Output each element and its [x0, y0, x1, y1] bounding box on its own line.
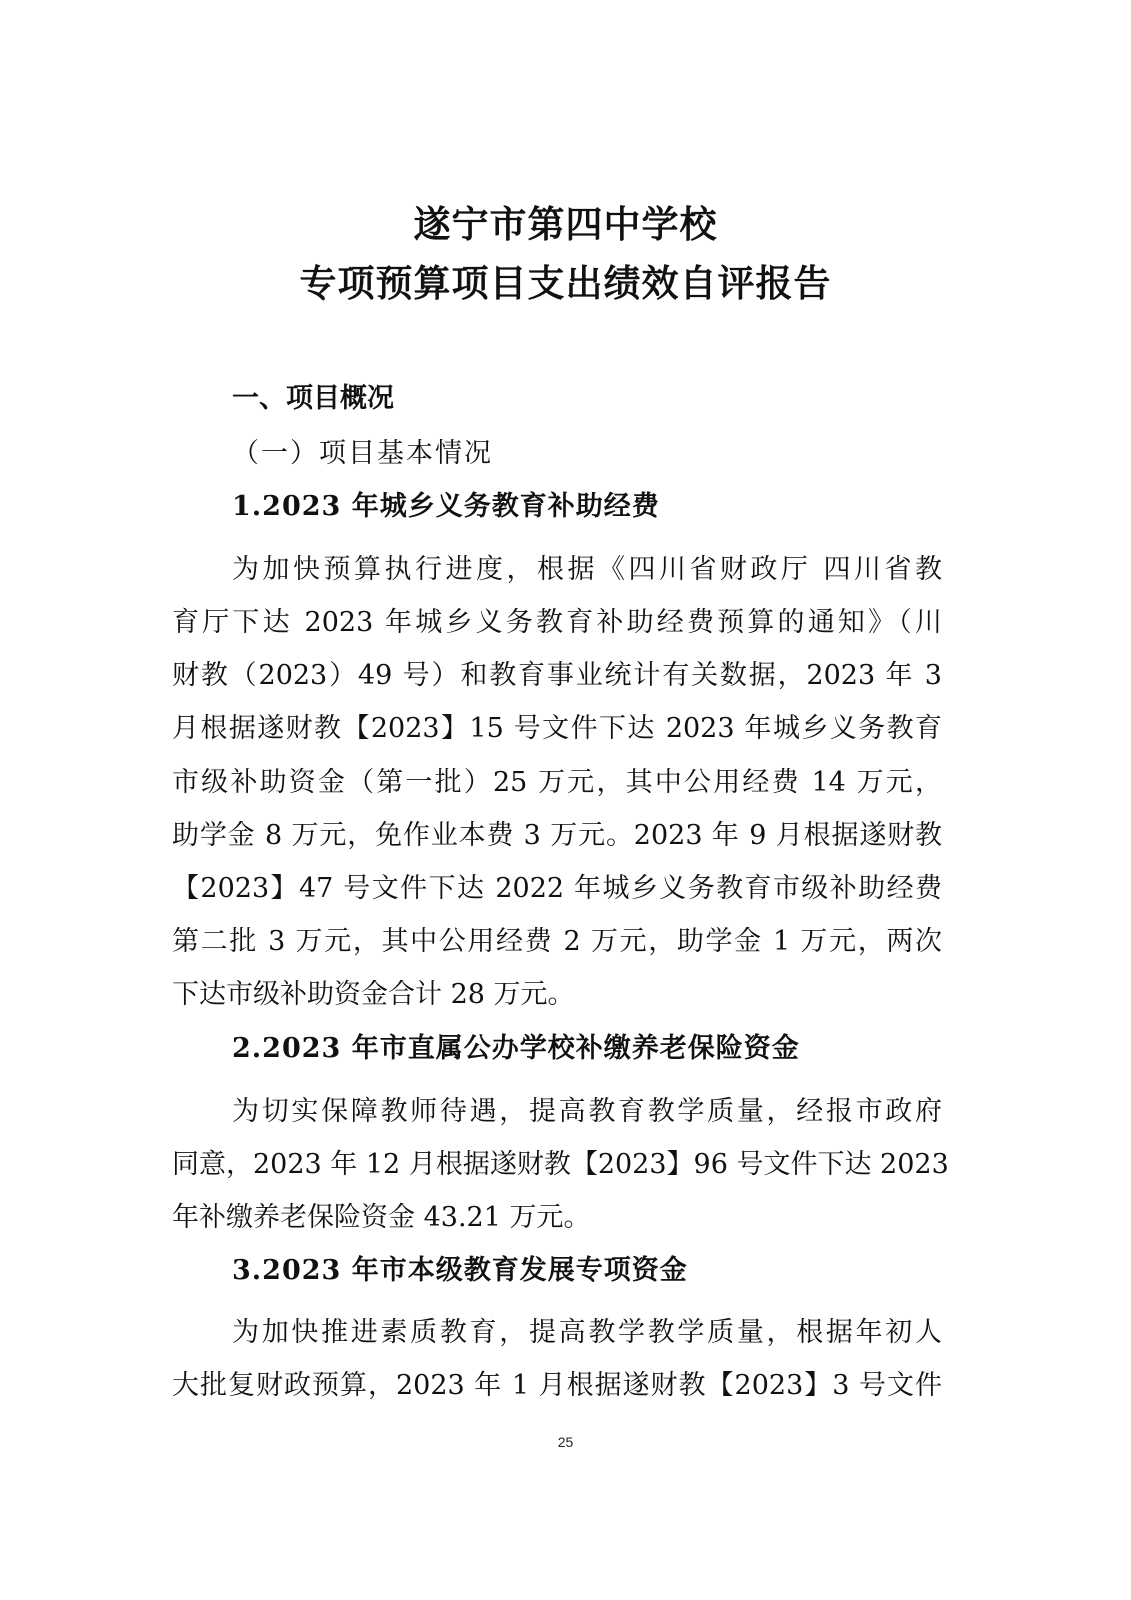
paragraph-line: 第二批 3 万元，其中公用经费 2 万元，助学金 1 万元，两次 — [172, 926, 942, 957]
document-title-line-1: 遂宁市第四中学校 — [413, 203, 718, 246]
paragraph-line: 市级补助资金（第一批）25 万元，其中公用经费 14 万元， — [172, 767, 942, 798]
paragraph-line: 月根据遂财教【2023】15 号文件下达 2023 年城乡义务教育 — [172, 713, 942, 744]
item-heading-2: 2.2023 年市直属公办学校补缴养老保险资金 — [232, 1033, 800, 1064]
paragraph-line: 财教（2023）49 号）和教育事业统计有关数据，2023 年 3 — [172, 660, 942, 691]
paragraph-line: 同意，2023 年 12 月根据遂财教【2023】96 号文件下达 2023 — [172, 1149, 949, 1180]
paragraph-line: 【2023】47 号文件下达 2022 年城乡义务教育市级补助经费 — [172, 873, 942, 904]
paragraph-line: 助学金 8 万元，免作业本费 3 万元。2023 年 9 月根据遂财教 — [172, 820, 942, 851]
subsection-heading-basic-info: （一）项目基本情况 — [232, 438, 493, 469]
page-number: 25 — [557, 1434, 574, 1450]
paragraph-line: 下达市级补助资金合计 28 万元。 — [172, 979, 575, 1010]
paragraph-line: 为加快推进素质教育，提高教学教学质量，根据年初人 — [232, 1317, 942, 1348]
paragraph-line: 年补缴养老保险资金 43.21 万元。 — [172, 1202, 591, 1233]
paragraph-line: 为切实保障教师待遇，提高教育教学质量，经报市政府 — [232, 1096, 942, 1127]
document-title-line-2: 专项预算项目支出绩效自评报告 — [299, 262, 832, 305]
item-heading-3: 3.2023 年市本级教育发展专项资金 — [232, 1255, 688, 1286]
section-heading-project-overview: 一、项目概况 — [232, 383, 394, 414]
paragraph-line: 育厅下达 2023 年城乡义务教育补助经费预算的通知》（川 — [172, 607, 942, 638]
paragraph-line: 大批复财政预算，2023 年 1 月根据遂财教【2023】3 号文件 — [172, 1370, 942, 1401]
item-heading-1: 1.2023 年城乡义务教育补助经费 — [232, 491, 660, 522]
paragraph-line: 为加快预算执行进度，根据《四川省财政厅 四川省教 — [232, 554, 942, 585]
